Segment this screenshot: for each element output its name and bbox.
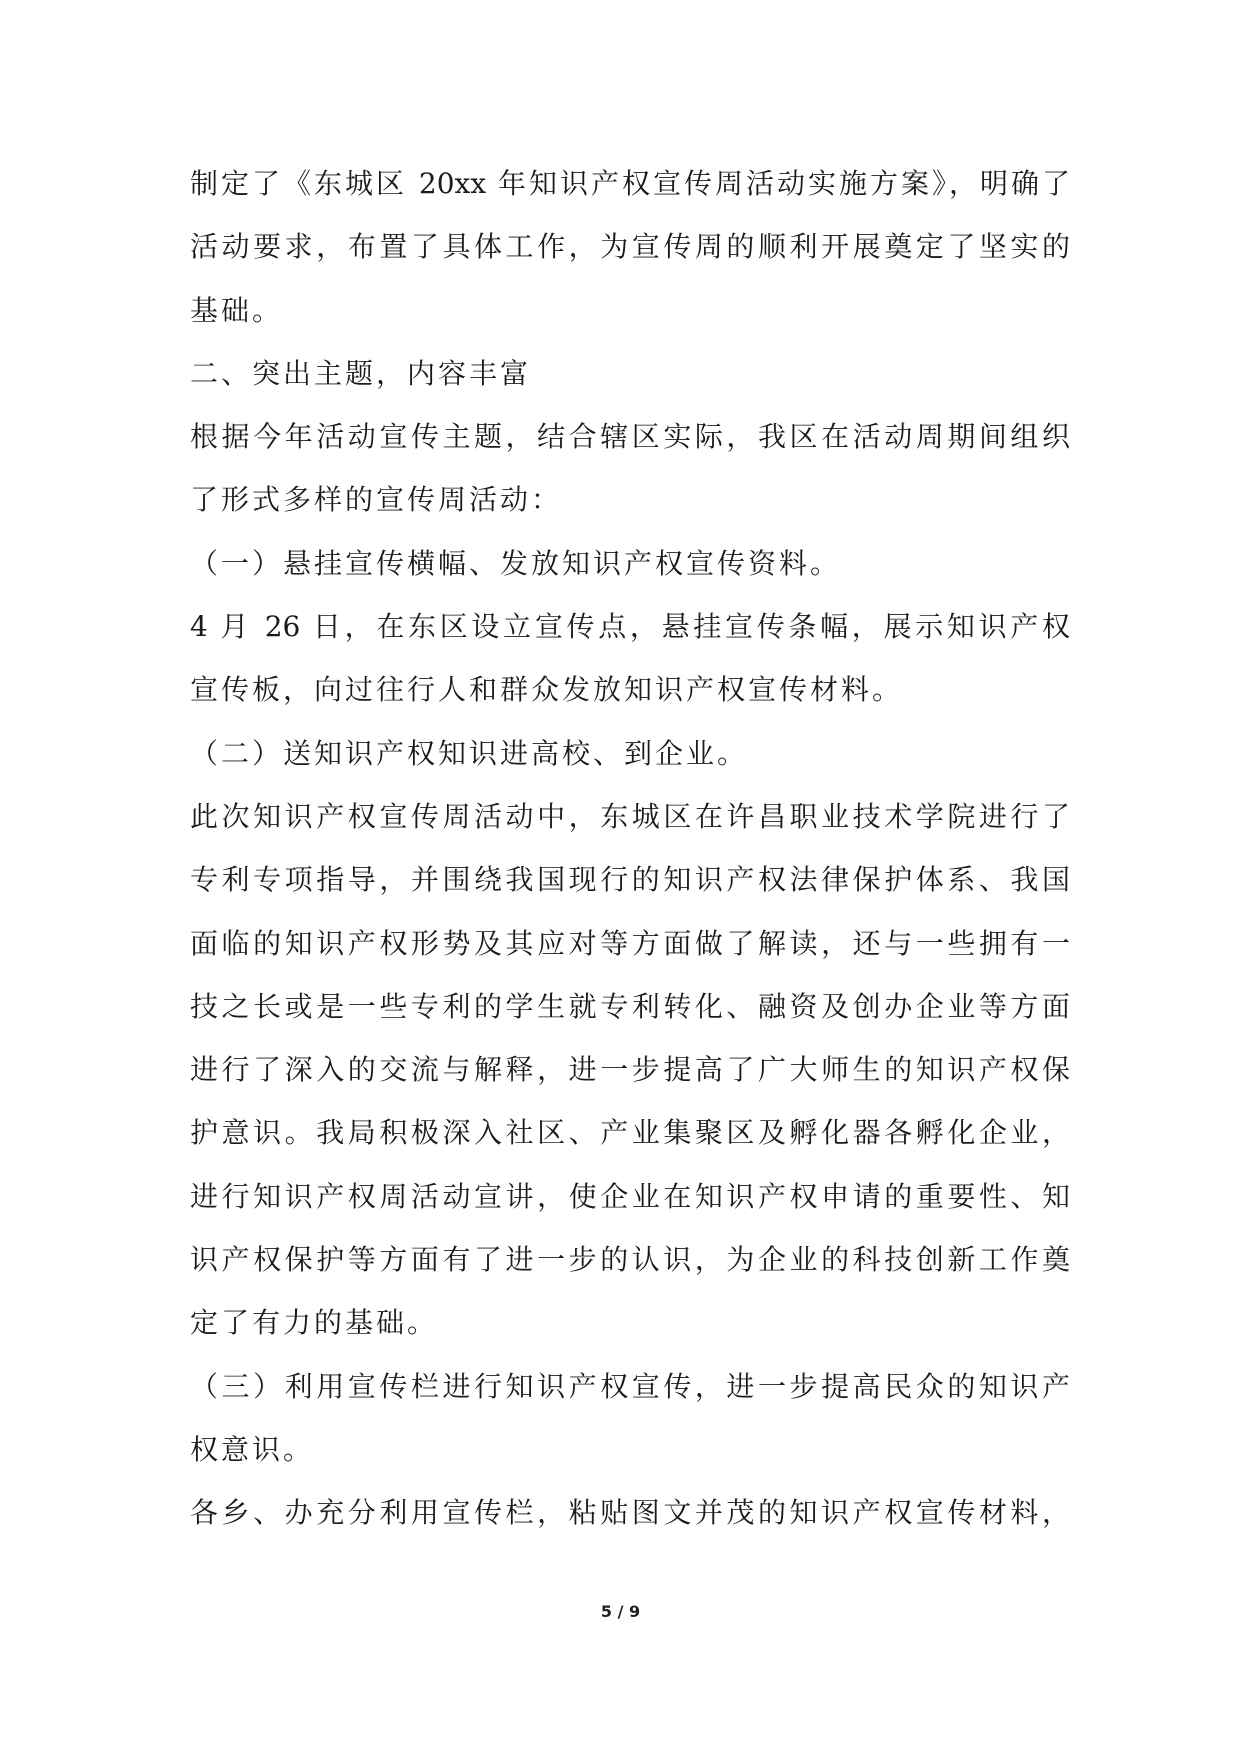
text-line: 进行了深入的交流与解释，进一步提高了广大师生的知识产权保 xyxy=(190,1053,1070,1087)
text-line: 识产权保护等方面有了进一步的认识，为企业的科技创新工作奠 xyxy=(190,1243,1070,1277)
text-line: 根据今年活动宣传主题，结合辖区实际，我区在活动周期间组织 xyxy=(190,420,1070,454)
text-line: 定了有力的基础。 xyxy=(190,1306,439,1340)
text-line: （一）悬挂宣传横幅、发放知识产权宣传资料。 xyxy=(190,546,842,580)
text-line: 面临的知识产权形势及其应对等方面做了解读，还与一些拥有一 xyxy=(190,926,1070,960)
text-line: 护意识。我局积极深入社区、产业集聚区及孵化器各孵化企业， xyxy=(190,1116,1070,1150)
page-number: 5 / 9 xyxy=(600,1602,641,1621)
text-line: （二）送知识产权知识进高校、到企业。 xyxy=(190,736,749,770)
text-line: 此次知识产权宣传周活动中，东城区在许昌职业技术学院进行了 xyxy=(190,799,1070,833)
text-line: 二、突出主题，内容丰富 xyxy=(190,356,532,390)
text-line: 技之长或是一些专利的学生就专利转化、融资及创办企业等方面 xyxy=(190,989,1070,1023)
text-line: 进行知识产权周活动宣讲，使企业在知识产权申请的重要性、知 xyxy=(190,1179,1070,1213)
text-line: 基础。 xyxy=(190,293,284,327)
text-line: 宣传板，向过往行人和群众发放知识产权宣传材料。 xyxy=(190,673,904,707)
document-body xyxy=(190,152,1070,1545)
text-line: 各乡、办充分利用宣传栏，粘贴图文并茂的知识产权宣传材料， xyxy=(190,1496,1070,1530)
text-line: 4 月 26 日，在东区设立宣传点，悬挂宣传条幅，展示知识产权 xyxy=(190,610,1070,644)
text-line: 专利专项指导，并围绕我国现行的知识产权法律保护体系、我国 xyxy=(190,863,1070,897)
text-line: 制定了《东城区 20xx 年知识产权宣传周活动实施方案》，明确了 xyxy=(190,167,1070,200)
text-line: 活动要求，布置了具体工作，为宣传周的顺利开展奠定了坚实的 xyxy=(190,230,1070,264)
text-line: 了形式多样的宣传周活动： xyxy=(190,483,563,517)
text-line: 权意识。 xyxy=(190,1432,315,1466)
text-line: （三）利用宣传栏进行知识产权宣传，进一步提高民众的知识产 xyxy=(190,1369,1070,1403)
